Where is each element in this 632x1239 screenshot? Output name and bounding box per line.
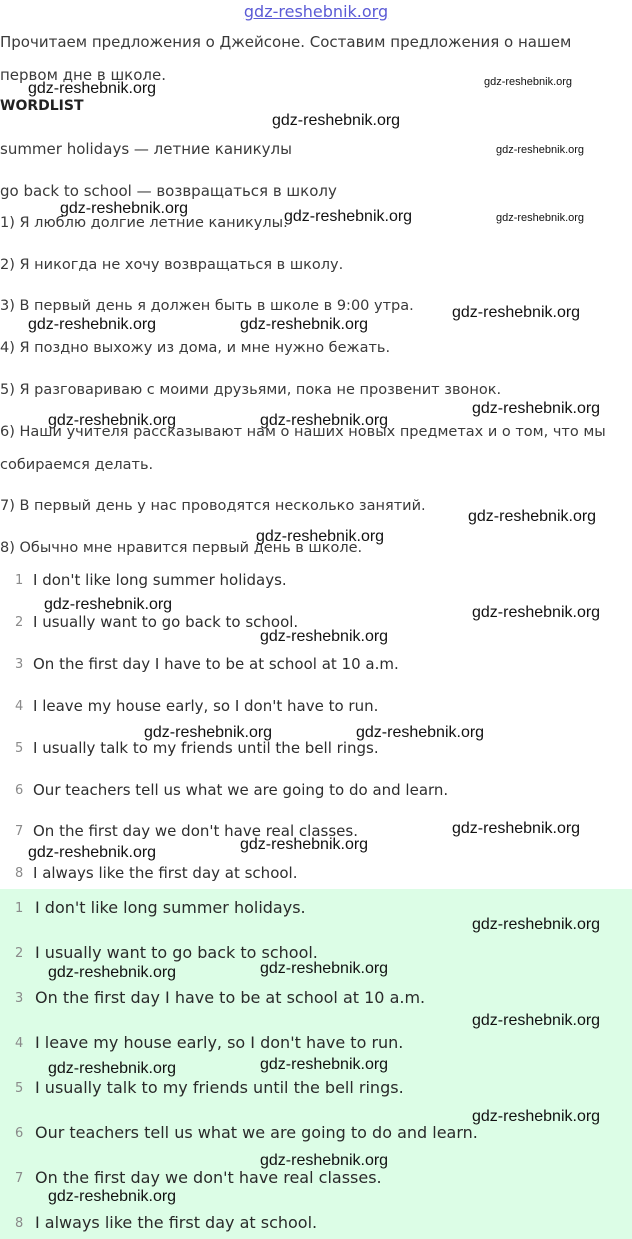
- answer-text: Our teachers tell us what we are going to do and learn.: [35, 1123, 478, 1142]
- item-number: 7: [15, 824, 24, 839]
- item-text: On the first day I have to be at school at 10 a.m.: [33, 655, 399, 673]
- wordlist-heading: WORDLIST: [0, 98, 84, 114]
- item-number: 8: [15, 866, 24, 881]
- watermark: gdz-reshebnik.org: [260, 628, 389, 645]
- watermark: gdz-reshebnik.org: [496, 212, 585, 224]
- russian-sentence: 7) В первый день у нас проводятся несколько занятий.: [0, 498, 426, 514]
- russian-sentence: 4) Я поздно выхожу из дома, и мне нужно бежать.: [0, 340, 391, 356]
- watermark: gdz-reshebnik.org: [28, 316, 157, 333]
- answer-text: I always like the first day at school.: [35, 1213, 318, 1232]
- watermark: gdz-reshebnik.org: [256, 528, 385, 545]
- russian-sentence: 1) Я люблю долгие летние каникулы.: [0, 215, 288, 231]
- item-text: I always like the first day at school.: [33, 864, 298, 882]
- watermark: gdz-reshebnik.org: [452, 304, 581, 321]
- item-number: 6: [15, 1126, 24, 1141]
- item-number: 3: [15, 657, 24, 672]
- watermark: gdz-reshebnik.org: [472, 1108, 601, 1125]
- watermark: gdz-reshebnik.org: [472, 604, 601, 621]
- item-text: Our teachers tell us what we are going to do and learn.: [33, 781, 449, 799]
- russian-sentence: 6) Наши учителя рассказывают нам о наших новых предметах и о том, что мы: [0, 424, 606, 440]
- item-number: 2: [15, 946, 24, 961]
- watermark: gdz-reshebnik.org: [472, 916, 601, 933]
- item-number: 8: [15, 1216, 24, 1231]
- watermark: gdz-reshebnik.org: [28, 80, 157, 97]
- site-title[interactable]: gdz-reshebnik.org: [243, 2, 389, 21]
- russian-sentence: собираемся делать.: [0, 457, 154, 473]
- russian-sentence: 8) Обычно мне нравится первый день в школе.: [0, 540, 363, 556]
- watermark: gdz-reshebnik.org: [468, 508, 597, 525]
- watermark: gdz-reshebnik.org: [496, 144, 585, 156]
- watermark: gdz-reshebnik.org: [48, 1188, 177, 1205]
- intro-line-2: первом дне в школе.: [0, 66, 166, 84]
- item-text: I don't like long summer holidays.: [33, 571, 287, 589]
- watermark: gdz-reshebnik.org: [260, 1056, 389, 1073]
- watermark: gdz-reshebnik.org: [240, 316, 369, 333]
- watermark: gdz-reshebnik.org: [48, 964, 177, 981]
- answer-text: I usually want to go back to school.: [35, 943, 318, 962]
- item-number: 5: [15, 1081, 24, 1096]
- item-number: 2: [15, 615, 24, 630]
- item-number: 6: [15, 783, 24, 798]
- watermark: gdz-reshebnik.org: [272, 112, 401, 129]
- watermark: gdz-reshebnik.org: [452, 820, 581, 837]
- wordlist-item: go back to school — возвращаться в школу: [0, 182, 337, 200]
- item-number: 4: [15, 1036, 24, 1051]
- watermark: gdz-reshebnik.org: [144, 724, 273, 741]
- item-text: On the first day we don't have real classes.: [33, 822, 358, 840]
- intro-line-1: Прочитаем предложения о Джейсоне. Составим предложения о нашем: [0, 33, 572, 51]
- item-number: 7: [15, 1171, 24, 1186]
- item-number: 4: [15, 699, 24, 714]
- watermark: gdz-reshebnik.org: [472, 1012, 601, 1029]
- watermark: gdz-reshebnik.org: [260, 412, 389, 429]
- russian-sentence: 2) Я никогда не хочу возвращаться в школу.: [0, 257, 344, 273]
- answer-text: On the first day we don't have real classes.: [35, 1168, 382, 1187]
- russian-sentence: 5) Я разговариваю с моими друзьями, пока не прозвенит звонок.: [0, 382, 502, 398]
- watermark: gdz-reshebnik.org: [284, 208, 413, 225]
- item-text: I usually want to go back to school.: [33, 613, 299, 631]
- wordlist-item: summer holidays — летние каникулы: [0, 140, 292, 158]
- item-number: 1: [15, 573, 24, 588]
- item-number: 3: [15, 991, 24, 1006]
- watermark: gdz-reshebnik.org: [48, 1060, 177, 1077]
- item-number: 5: [15, 741, 24, 756]
- watermark: gdz-reshebnik.org: [44, 596, 173, 613]
- watermark: gdz-reshebnik.org: [356, 724, 485, 741]
- answer-text: On the first day I have to be at school at 10 a.m.: [35, 988, 426, 1007]
- watermark: gdz-reshebnik.org: [260, 1152, 389, 1169]
- item-text: I usually talk to my friends until the bell rings.: [33, 739, 379, 757]
- watermark: gdz-reshebnik.org: [472, 400, 601, 417]
- item-number: 1: [15, 901, 24, 916]
- watermark: gdz-reshebnik.org: [48, 412, 177, 429]
- watermark: gdz-reshebnik.org: [28, 844, 157, 861]
- watermark: gdz-reshebnik.org: [60, 200, 189, 217]
- item-text: I leave my house early, so I don't have to run.: [33, 697, 379, 715]
- answer-text: I don't like long summer holidays.: [35, 898, 306, 917]
- russian-sentence: 3) В первый день я должен быть в школе в 9:00 утра.: [0, 298, 414, 314]
- watermark: gdz-reshebnik.org: [484, 76, 573, 88]
- answer-text: I leave my house early, so I don't have to run.: [35, 1033, 404, 1052]
- watermark: gdz-reshebnik.org: [260, 960, 389, 977]
- watermark: gdz-reshebnik.org: [240, 836, 369, 853]
- answer-text: I usually talk to my friends until the bell rings.: [35, 1078, 404, 1097]
